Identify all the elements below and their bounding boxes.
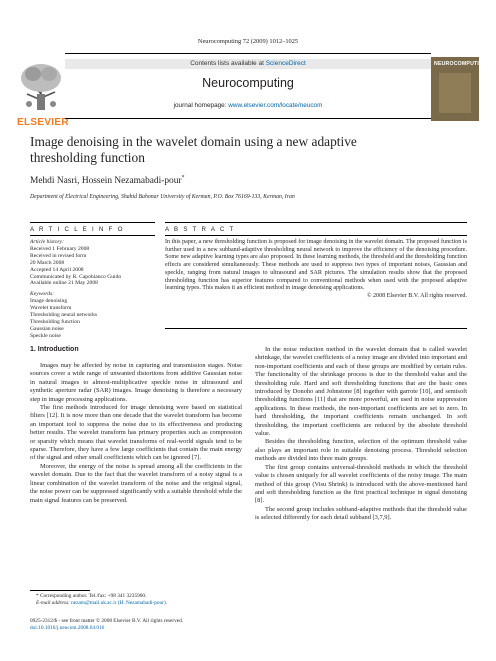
paragraph: The second group includes subband-adaptive methods that the threshold value is selected differently for each detail subband [3,7,9].	[255, 505, 467, 522]
rule-top-left	[30, 222, 155, 223]
paragraph: The first group contains universal-threshold methods in which the threshold value is chosen uniquely for all wavelet coefficients of the noisy image. The main method of this group (Visu Shrink) is introduced with the above-mentioned hard and soft thresholding function as the first practical technique in signal denoising [8].	[255, 463, 467, 505]
issn-line: 0925-2312/$ - see front matter © 2008 Elsevier B.V. All rights reserved.	[30, 618, 184, 624]
paragraph: The first methods introduced for image denoising were based on statistical filters [12]. It is now more than one decade that the wavelet transform has become an important tool to suppress the noise due to its effectiveness and producing better results. The wavelet transform has primary properties such as compression or sparsity which means that wavelet transforms of real-world signals tend to be sparse. Therefore, they have a few large coefficients that contain the main energy of the signal and other small coefficients which can be ignored [7].	[30, 404, 242, 462]
rule-top-right	[165, 222, 467, 223]
keyword-item: Image denoising	[30, 298, 68, 305]
article-title: Image denoising in the wavelet domain using a new adaptive thresholding function	[30, 134, 357, 165]
history-item: Communicated by R. Capobianco Guido	[30, 273, 122, 280]
article-info	[30, 239, 155, 340]
history-list	[30, 246, 155, 287]
rule-mid-left	[30, 235, 155, 236]
history-item: Available online 21 May 2008	[30, 280, 98, 287]
homepage-link[interactable]: www.elsevier.com/locate/neucom	[228, 102, 323, 109]
history-item: Received in revised form	[30, 252, 87, 259]
journal-cover-thumbnail	[431, 57, 488, 121]
journal-title: Neurocomputing	[202, 76, 294, 90]
contents-line	[65, 59, 431, 69]
right-column	[255, 346, 467, 523]
history-item: Received 1 February 2008	[30, 245, 90, 252]
front-matter	[30, 618, 260, 631]
elsevier-logo	[17, 60, 69, 128]
cover-art	[439, 73, 471, 113]
contents-prefix: Contents lists available at	[190, 60, 266, 67]
doi-link[interactable]: doi:10.1016/j.neucom.2008.04.016	[30, 624, 105, 631]
email-label: E-mail address:	[36, 599, 72, 606]
history-label: Article history:	[30, 239, 65, 245]
keyword-item: Thresholding function	[30, 318, 80, 325]
keyword-item: Gaussian noise	[30, 325, 64, 332]
elsevier-tree-icon	[17, 60, 65, 112]
article-info-heading: A R T I C L E I N F O	[30, 226, 125, 233]
keywords-label: Keywords:	[30, 291, 55, 298]
introduction-heading: 1. Introduction	[30, 346, 79, 353]
keyword-item: Wavelet transform	[30, 305, 72, 312]
abstract-copyright: © 2008 Elsevier B.V. All rights reserved.	[366, 292, 467, 299]
homepage-label: journal homepage:	[173, 102, 229, 109]
left-column	[30, 362, 242, 505]
footnote-rule	[30, 590, 90, 591]
paragraph: Besides the thresholding function, selection of the optimum threshold value also plays an important role in suitable denoising process. Threshold selection methods are divided into three main groups.	[255, 438, 467, 463]
keyword-item: Speckle noise	[30, 332, 61, 339]
article-authors	[30, 175, 185, 186]
abstract-heading: A B S T R A C T	[165, 226, 236, 233]
email-link[interactable]: nezam@mail.uk.ac.ir (H. Nezamabadi-pour).	[71, 599, 168, 606]
affiliation: Department of Electrical Engineering, Shahid Bahonar University of Kerman, P.O. Box 76169-133, Kerman, Iran	[30, 194, 295, 200]
history-item: Accepted 14 April 2008	[30, 266, 84, 273]
journal-homepage	[65, 102, 431, 109]
rule-mid-right	[165, 235, 467, 236]
keyword-item: Thresholding neural networks	[30, 312, 98, 319]
paragraph: Images may be affected by noise in capturing and transmission stages. Noise sources cover a wide range of unwanted distortions from additive Gaussian noise in natural images to almost-multiplicative speckle noise in ultrasound and synthetic aperture radar (SAR) images. Image denoising is therefore a necessary step in image processing applications.	[30, 362, 242, 403]
cover-title: NEUROCOMPUTING	[434, 61, 488, 67]
history-item: 20 March 2008	[30, 259, 65, 266]
email-line	[36, 600, 246, 607]
corresponding-author-note: * Corresponding author. Tel./fax: +98 341 3235900.	[36, 593, 147, 599]
publisher-name: ELSEVIER	[17, 117, 69, 128]
abstract-text: In this paper, a new thresholding function is proposed for image denoising in the wavelet domain. The proposed function is further used in a new subband-adaptive thresholding neural network to improve the efficiency of the denoising procedure. Some new adaptive learning types are also proposed. In these learning methods, the threshold and the thresholding function effects are considered simultaneously. These methods are used to suppress two types of important noises, Gaussian and speckle, ranging from natural images to ultrasound and SAR pictures. The simulation results show that the proposed thresholding function has superior features compared to conventional methods when used with the proposed adaptive learning types. This makes it an efficient method in image denoising applications.	[165, 239, 467, 292]
footnote	[36, 593, 246, 606]
author-mark: *	[181, 175, 185, 181]
keywords-list	[30, 298, 155, 339]
sciencedirect-link[interactable]: ScienceDirect	[265, 60, 306, 67]
journal-reference: Neurocomputing 72 (2009) 1012–1025	[197, 38, 299, 45]
paragraph: In the noise reduction method in the wavelet domain that is called wavelet shrinkage, the wavelet coefficients of a noisy image are divided into important and non-important coefficients and each of these groups are modified by certain rules. The functionality of the shrinkage process is due to the threshold value and the thresholding rule. Hard and soft thresholding functions that are the basic ones introduced by Donoho and Johnstone [8] together with garrote [10], and semisoft thresholding functions [11] that are more powerful, are used in noise suppression applications. In these methods, the non-important coefficients are set to zero. In hard thresholding, the important coefficients remain unchanged. In soft thresholding, the important coefficients are reduced by the absolute threshold value.	[255, 346, 467, 438]
paragraph: Moreover, the energy of the noise is spread among all the coefficients in the wavelet domain. Due to the fact that the wavelet transform of a noisy signal is a linear combination of the wavelet transform of the noise and the original signal, the noise power can be suppressed significantly with a suitable threshold while the main signal features can be preserved.	[30, 462, 242, 504]
author-names: Mehdi Nasri, Hossein Nezamabadi-pour	[30, 176, 182, 187]
abstract-body	[165, 239, 467, 301]
rule-bottom-right	[165, 328, 467, 329]
